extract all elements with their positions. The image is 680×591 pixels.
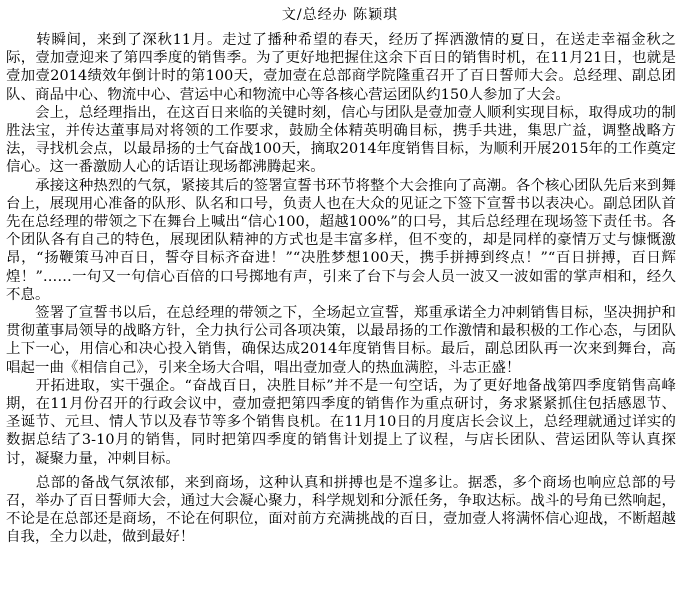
- article-body: [6, 31, 676, 547]
- paragraph-3: 承接这种热烈的气氛，紧接其后的签署宣誓书环节将整个大会推向了高潮。各个核心团队先后来到舞台上，展现用心准备的队形、队名和口号，负责人也在大众的见证之下签下宣誓书以表决心。副总团队首先在总经理的带领之下在舞台上喊出“信心100，超越100%”的口号，其后总经理在现场签下责任书。各个团队各有自己的特色，展现团队精神的方式也是丰富多样，但不变的，却是同样的豪情万丈与慷慨激昂，“扬鞭策马冲百日，誓夺目标齐奋进！”“决胜梦想100天，携手拼搏到终点！”“百日拼搏，百日辉煌！”……一句又一句信心百倍的口号掷地有声，引来了台下与会人员一波又一波如雷的掌声相和，经久不息。: [6, 177, 676, 303]
- paragraph-2: 会上，总经理指出，在这百日来临的关键时刻，信心与团队是壹加壹人顺利实现目标，取得成功的制胜法宝，并传达董事局对将领的工作要求，鼓励全体精英明确目标，携手共进，集思广益，调整战略方法，寻找机会点，以最昂扬的士气奋战100天，摘取2014年度销售目标，为顺利开展2015年的工作奠定信心。这一番激励人心的话语让现场都沸腾起来。: [6, 104, 676, 176]
- paragraph-6: 总部的备战气氛浓郁，来到商场，这种认真和拼搏也是不遑多让。据悉，多个商场也响应总部的号召，举办了百日誓师大会，通过大会凝心聚力，科学规划和分派任务，争取达标。战斗的号角已然响起，不论是在总部还是商场，不论在何职位，面对前方充满挑战的百日，壹加壹人将满怀信心迎战，不断超越自我，全力以赴，做到最好！: [6, 474, 676, 546]
- paragraph-4: 签署了宣誓书以后，在总经理的带领之下，全场起立宣誓，郑重承诺全力冲刺销售目标，坚决拥护和贯彻董事局领导的战略方针，全力执行公司各项决策，以最昂扬的工作激情和最积极的工作心态，与团队上下一心，用信心和决心投入销售，确保达成2014年度销售目标。最后，副总团队再一次来到舞台，高唱起一曲《相信自己》，引来全场大合唱，唱出壹加壹人的热血满腔，斗志正盛！: [6, 305, 676, 376]
- byline: 文/总经办 陈颖琪: [281, 7, 399, 23]
- paragraph-5: 开拓进取，实干强企。“奋战百日，决胜目标”并不是一句空话，为了更好地备战第四季度销售高峰期，在11月份召开的行政会议中，壹加壹把第四季度的销售作为重点研讨，务求紧紧抓住包括感恩节、圣诞节、元旦、情人节以及春节等多个销售良机。在11月10日的月度店长会议上，总经理就通过详实的数据总结了3-10月的销售，同时把第四季度的销售计划提上了议程，与店长团队、营运团队等认真探讨，凝聚力量，冲刺目标。: [6, 377, 676, 467]
- paragraph-1: 转瞬间，来到了深秋11月。走过了播种希望的春天，经历了挥洒激情的夏日，在送走幸福金秋之际，壹加壹迎来了第四季度的销售季。为了更好地把握住这余下百日的销售时机，在11月21日，也就是壹加壹2014绩效年倒计时的第100天，壹加壹在总部商学院隆重召开了百日誓师大会。总经理、副总团队、商品中心、物流中心、营运中心和物流中心等各核心营运团队约150人参加了大会。: [6, 32, 676, 103]
